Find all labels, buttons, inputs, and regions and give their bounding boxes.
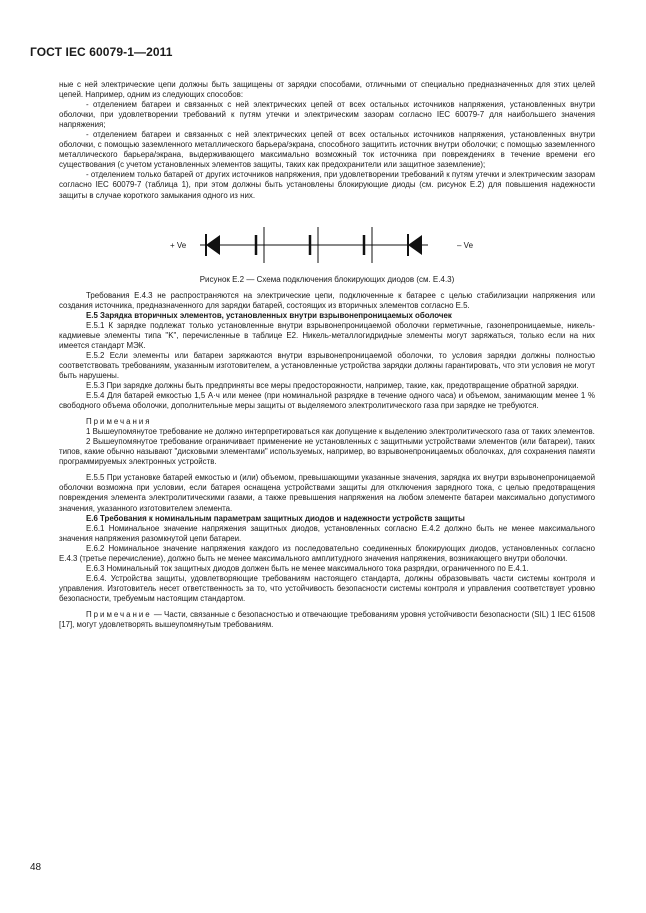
section-heading: Е.5 Зарядка вторичных элементов, установленных внутри взрывонепроницаемых оболочек <box>86 310 452 320</box>
paragraph: Е.6.1 Номинальное значение напряжения защитных диодов, установленных согласно Е.4.2 должно быть не менее максимального значения напряжения разомкнутой цепи батареи. <box>59 523 595 543</box>
paragraph: - отделением батареи и связанных с ней электрических цепей от всех остальных источников напряжения, установленных внутри оболочки, при удовлетворении требований к путям утечки и электрическим зазорам согласно IEC 60079-7 для наибольшего значения напряжения; <box>59 100 595 130</box>
negative-terminal-label: – Ve <box>457 240 474 250</box>
paragraph: ные с ней электрические цепи должны быть защищены от зарядки способами, отличными от специально предназначенных для этих целей цепей. Например, одним из следующих способов: <box>59 80 595 100</box>
blocking-diodes-figure <box>59 201 595 291</box>
standard-header: ГОСТ IEC 60079-1—2011 <box>30 45 173 59</box>
paragraph: Е.6.2 Номинальное значение напряжения каждого из последовательно соединенных блокирующих диодов, установленных согласно Е.4.3 (третье перечисление), должно быть не менее максимального амплитудного значения напряжения, возникающего внутри оболочки. <box>59 543 595 563</box>
bottom-paragraphs <box>59 291 595 604</box>
paragraph: Е.6.3 Номинальный ток защитных диодов должен быть не менее максимального тока разрядки, ограниченного по Е.4.1. <box>86 563 529 573</box>
paragraph: Е.5.4 Для батарей емкостью 1,5 А·ч или менее (при номинальной разрядке в течение одного часа) и объемом, занимающим менее 1 % свободного объема оболочки, дополнительные меры защиты от выделяемого электролитического газа при зарядке не требуются. <box>59 391 595 411</box>
document-body <box>59 80 595 630</box>
final-note-lead: Примечание <box>86 609 152 619</box>
paragraph: - отделением батареи и связанных с ней электрических цепей от всех остальных источников напряжения, установленных внутри оболочки, с помощью заземленного металлического барьера/экрана, способного защитить источник внутри оболочки; с помощью заземленного металлического барьера/экрана, выдерживающего максимально возможный ток источника при повреждениях в течение времени его существования (с учетом установленных элементов защиты, таких как предохранители или защитное заземление); <box>59 130 595 170</box>
paragraph: 2 Вышеупомянутое требование ограничивает применение не установленных с защитными устройствами элементов (или батареи), таких типов, какие обычно называют "дисковыми элементами" используемых, например, во взрывонепроницаемых оболочках, для сохранения памяти программируемых электронных устройств. <box>59 437 595 467</box>
positive-terminal-label: + Ve <box>170 240 187 250</box>
page-number: 48 <box>30 862 42 873</box>
paragraph: Е.5.3 При зарядке должны быть предприняты все меры предосторожности, например, такие, как, предотвращение обратной зарядки. <box>86 380 579 390</box>
final-note <box>59 610 595 630</box>
paragraph: 1 Вышеупомянутое требование не должно интерпретироваться как допущение к выделению электролитического газа от таких элементов. <box>86 427 595 437</box>
blocking-diode-right <box>408 234 422 256</box>
paragraph: Е.5.2 Если элементы или батареи заряжаются внутри взрывонепроницаемой оболочки, то условия зарядки должны полностью соответствовать требованиям, указанным изготовителем, а установленные устройства зарядки должны гарантировать, что эти условия не могут быть нарушены. <box>59 350 595 380</box>
paragraph: - отделением только батарей от других источников напряжения, при удовлетворении требований к путям утечки и электрическим зазорам согласно IEC 60079-7 (таблица 1), при этом должны быть установлены блокирующие диоды (см. рисунок Е.2) для повышения надежности защиты в случае короткого замыкания одного из них. <box>59 170 595 200</box>
paragraph: Е.5.5 При установке батарей емкостью и (или) объемом, превышающими указанные значения, зарядка их внутри взрывонепроницаемой оболочки возможна при условии, если батарея оснащена устройствами защиты для отключения зарядного тока, с целью предотвращения повреждения элемента электролитическими газами, а также превышения напряжения на любом элементе батареи максимально допустимого значения, указанного изготовителем элемента. <box>59 473 595 513</box>
section-heading: Е.6 Требования к номинальным параметрам защитных диодов и надежности устройств защиты <box>86 513 465 523</box>
blocking-diode-left <box>206 234 220 256</box>
paragraph: Е.5.1 К зарядке подлежат только установленные внутри взрывонепроницаемой оболочки герметичные, газонепроницаемые, никель-кадмиевые элементы типа "K", перечисленные в таблице E2. Никель-металлогидридные элементы могут заряжаться, только если на них имеется стандарт МЭК. <box>59 320 595 350</box>
final-note-text: — Части, связанные с безопасностью и отвечающие требованиям уровня устойчивости безопасности (SIL) 1 IEC 61508 [17], могут удовлетворять вышеупомянутым требованиям. <box>59 609 595 630</box>
paragraph: Е.6.4. Устройства защиты, удовлетворяющие требованиям настоящего стандарта, должны образовывать части системы контроля и управления. Изготовитель несет ответственность за то, что устойчивость безопасности системы контроля и управления соответствует уровню безопасности, требуемым настоящим стандартом. <box>59 573 595 603</box>
figure-caption: Рисунок Е.2 — Схема подключения блокирующих диодов (см. Е.4.3) <box>199 274 455 284</box>
paragraph: Примечания <box>86 417 152 427</box>
diode-circuit-diagram <box>164 211 464 271</box>
top-paragraphs <box>59 80 595 201</box>
paragraph: Требования Е.4.3 не распространяются на электрические цепи, подключенные к батарее с целью стабилизации напряжения или создания источника, предназначенного для зарядки батарей, состоящих из вторичных элементов согласно Е.5. <box>59 290 595 310</box>
